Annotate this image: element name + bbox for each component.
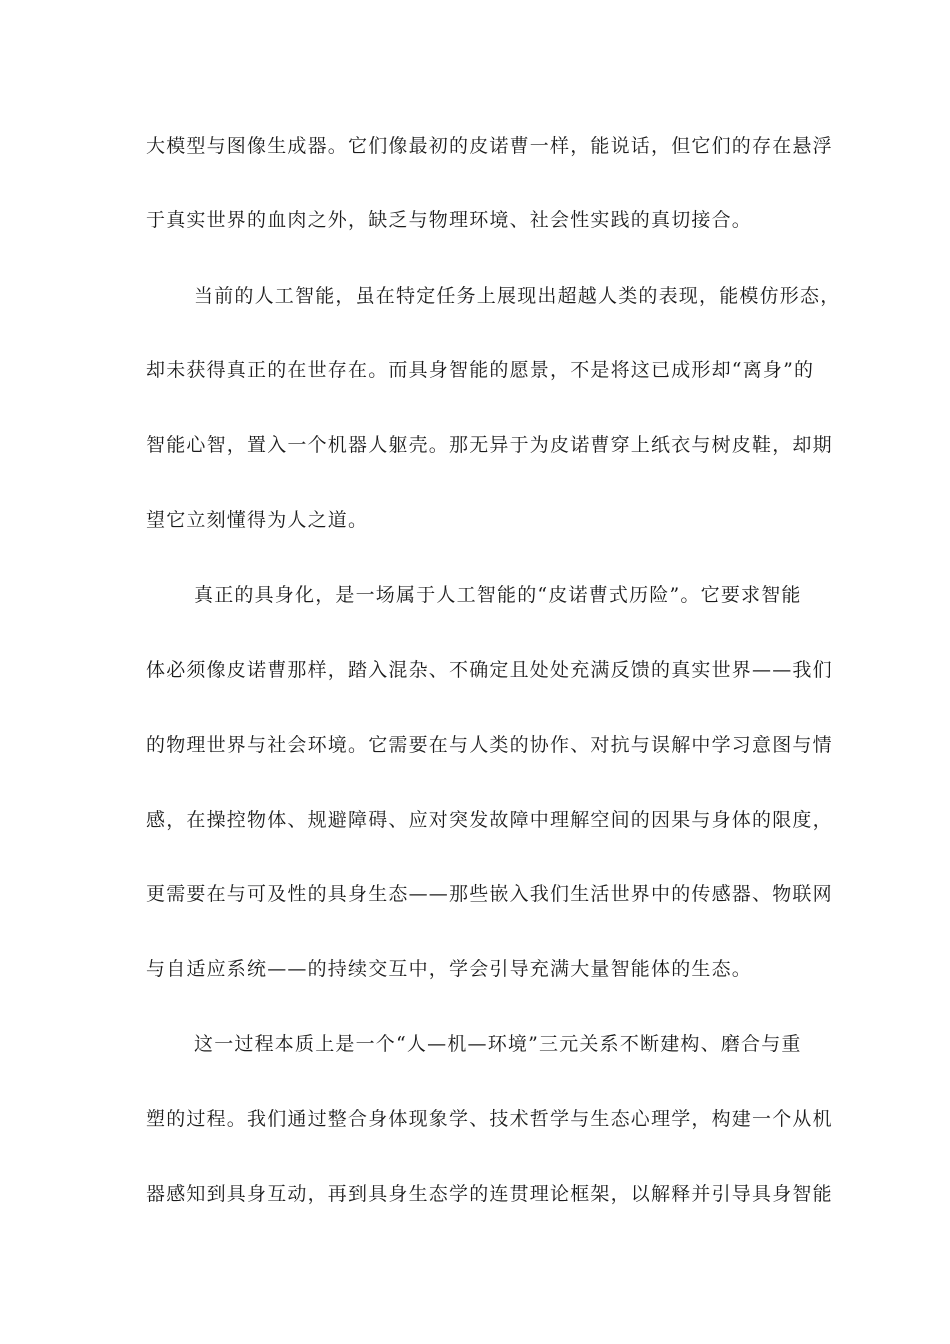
paragraph-3-line-6: 与自适应系统——的持续交互中，学会引导充满大量智能体的生态。 bbox=[146, 958, 753, 980]
paragraph-4-line-3: 器感知到具身互动，再到具身生态学的连贯理论框架，以解释并引导具身智能 bbox=[146, 1183, 833, 1205]
paragraph-1-line-1: 大模型与图像生成器。它们像最初的皮诺曹一样，能说话，但它们的存在悬浮 bbox=[146, 135, 833, 157]
paragraph-3-line-2: 体必须像皮诺曹那样，踏入混杂、不确定且处处充满反馈的真实世界——我们 bbox=[146, 659, 833, 681]
paragraph-4-line-1: 这一过程本质上是一个“人—机—环境”三元关系不断建构、磨合与重 bbox=[194, 1033, 802, 1055]
paragraph-3-line-3: 的物理世界与社会环境。它需要在与人类的协作、对抗与误解中学习意图与情 bbox=[146, 734, 833, 756]
paragraph-1-line-2: 于真实世界的血肉之外，缺乏与物理环境、社会性实践的真切接合。 bbox=[146, 209, 753, 231]
paragraph-2-line-1: 当前的人工智能，虽在特定任务上展现出超越人类的表现，能模仿形态， bbox=[194, 285, 841, 307]
paragraph-3-line-4: 感，在操控物体、规避障碍、应对突发故障中理解空间的因果与身体的限度， bbox=[146, 809, 833, 831]
paragraph-4-line-2: 塑的过程。我们通过整合身体现象学、技术哲学与生态心理学，构建一个从机 bbox=[146, 1108, 833, 1130]
paragraph-2-line-4: 望它立刻懂得为人之道。 bbox=[146, 509, 369, 531]
paragraph-3-line-1: 真正的具身化，是一场属于人工智能的“皮诺曹式历险”。它要求智能 bbox=[194, 584, 802, 606]
paragraph-2-line-2: 却未获得真正的在世存在。而具身智能的愿景，不是将这已成形却“离身”的 bbox=[146, 359, 815, 381]
paragraph-2-line-3: 智能心智，置入一个机器人躯壳。那无异于为皮诺曹穿上纸衣与树皮鞋，却期 bbox=[146, 434, 833, 456]
paragraph-3-line-5: 更需要在与可及性的具身生态——那些嵌入我们生活世界中的传感器、物联网 bbox=[146, 883, 833, 905]
